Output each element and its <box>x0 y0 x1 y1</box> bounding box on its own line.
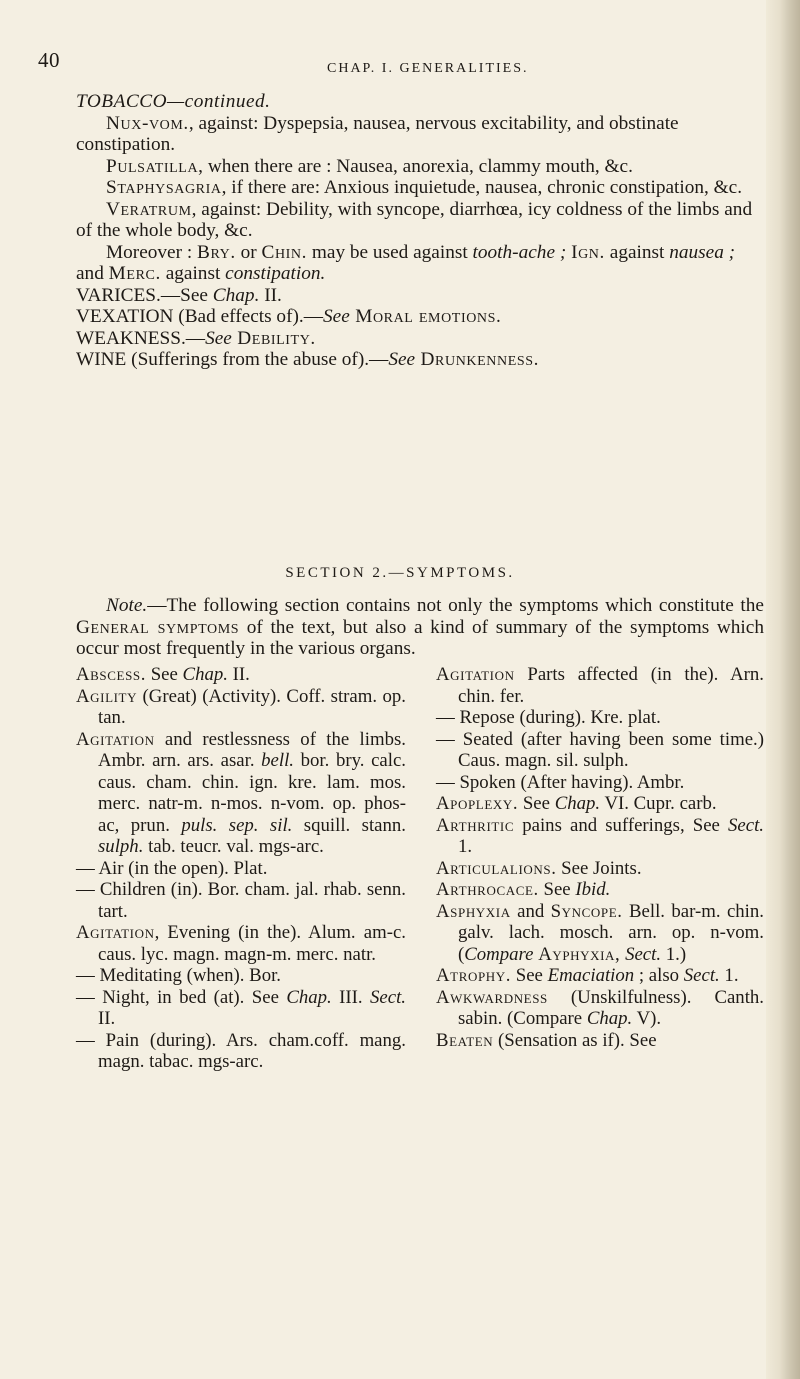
entry-agitation-parts: Agitation Parts affected (in the). Arn. chin. fer. <box>436 664 764 707</box>
entry-repose: — Repose (during). Kre. plat. <box>436 707 661 728</box>
right-column <box>436 664 764 1051</box>
entry-children: — Children (in). Bor. cham. jal. rhab. senn. tart. <box>76 879 406 922</box>
entry-spoken: — Spoken (After having). Ambr. <box>436 771 685 793</box>
entry-meditating: — Meditating (when). Bor. <box>76 965 281 986</box>
entry-awkwardness: Awkwardness (Unskilfulness). Canth. sabin. (Compare Chap. V). <box>436 986 764 1029</box>
entry-agitation-evening: Agitation, Evening (in the). Alum. am-c. caus. lyc. magn. magn-m. merc. natr. <box>76 922 406 965</box>
entry-night: — Night, in bed (at). See Chap. III. Sect. II. <box>76 986 406 1029</box>
entry-arthritic: Arthritic pains and sufferings, See Sect. 1. <box>436 814 764 857</box>
section-title: SECTION 2.—SYMPTOMS. <box>285 565 515 581</box>
entry-moreover: Moreover : Bry. or Chin. may be used against tooth-ache ; Ign. against nausea ; and Merc. against constipation. <box>76 241 736 284</box>
remedy-name: Veratrum <box>106 198 192 220</box>
left-column <box>76 664 406 1073</box>
entry-seated: — Seated (after having been some time.) Caus. magn. sil. sulph. <box>436 728 764 771</box>
entry-apoplexy: Apoplexy. See Chap. VI. Cupr. carb. <box>436 793 717 814</box>
running-head: CHAP. I. GENERALITIES. <box>327 61 529 76</box>
entry-abscess: Abscess. See Chap. II. <box>76 664 250 685</box>
note-label: Note. <box>106 595 148 616</box>
page-spine-shadow <box>766 0 800 1379</box>
page-number: 40 <box>38 48 60 72</box>
entry-nux-vom: Nux-vom., against: Dyspepsia, nausea, nervous excitability, and obstinate constipation. <box>76 112 679 155</box>
remedy-name: Staphysagria <box>106 177 222 198</box>
entry-agitation-limbs: Agitation and restlessness of the limbs. Ambr. arn. ars. asar. bell. bor. bry. calc. caus. cham. chin. ign. kre. lam. mos. merc. natr-m. n-mos. n-vom. op. phos-ac, prun. puls. sep. sil. squill. stann. sulph. tab. teucr. val. mgs-arc. <box>76 728 406 857</box>
entry-wine: WINE (Sufferings from the abuse of).—See Drunkenness. <box>76 349 540 370</box>
entry-pain: — Pain (during). Ars. cham.coff. mang. magn. tabac. mgs-arc. <box>76 1029 406 1072</box>
continued-heading: TOBACCO—continued. <box>76 91 271 112</box>
entry-agility: Agility (Great) (Activity). Coff. stram. op. tan. <box>76 685 406 728</box>
remedy-name: Pulsatilla <box>106 155 199 177</box>
entry-varices: VARICES.—See Chap. II. <box>76 284 282 306</box>
section-note: Note.—The following section contains not only the symptoms which constitute the General symptoms of the text, but also a kind of summary of the symptoms which occur most frequently in the various organs. <box>76 595 764 659</box>
entry-asphyxia: Asphyxia and Syncope. Bell. bar-m. chin. galv. lach. mosch. arn. op. n-vom. (Compare Ayphyxia, Sect. 1.) <box>436 900 764 965</box>
tobacco-continued-block <box>76 91 764 371</box>
entry-weakness: WEAKNESS.—See Debility. <box>76 327 316 349</box>
entry-staphysagria: Staphysagria, if there are: Anxious inquietude, nausea, chronic constipation, &c. <box>106 177 743 198</box>
entry-vexation: VEXATION (Bad effects of).—See Moral emotions. <box>76 306 502 327</box>
entry-atrophy: Atrophy. See Emaciation ; also Sect. 1. <box>436 965 739 986</box>
entry-beaten: Beaten (Sensation as if). See <box>436 1029 657 1051</box>
entry-veratrum: Veratrum, against: Debility, with syncope, diarrhœa, icy coldness of the limbs and of the whole body, &c. <box>76 198 753 241</box>
entry-arthrocace: Arthrocace. See Ibid. <box>436 879 611 900</box>
entry-pulsatilla: Pulsatilla, when there are : Nausea, anorexia, clammy mouth, &c. <box>106 155 633 177</box>
entry-articulalions: Articulalions. See Joints. <box>436 857 642 879</box>
entry-air: — Air (in the open). Plat. <box>76 857 268 879</box>
remedy-name: Nux-vom. <box>106 112 189 134</box>
